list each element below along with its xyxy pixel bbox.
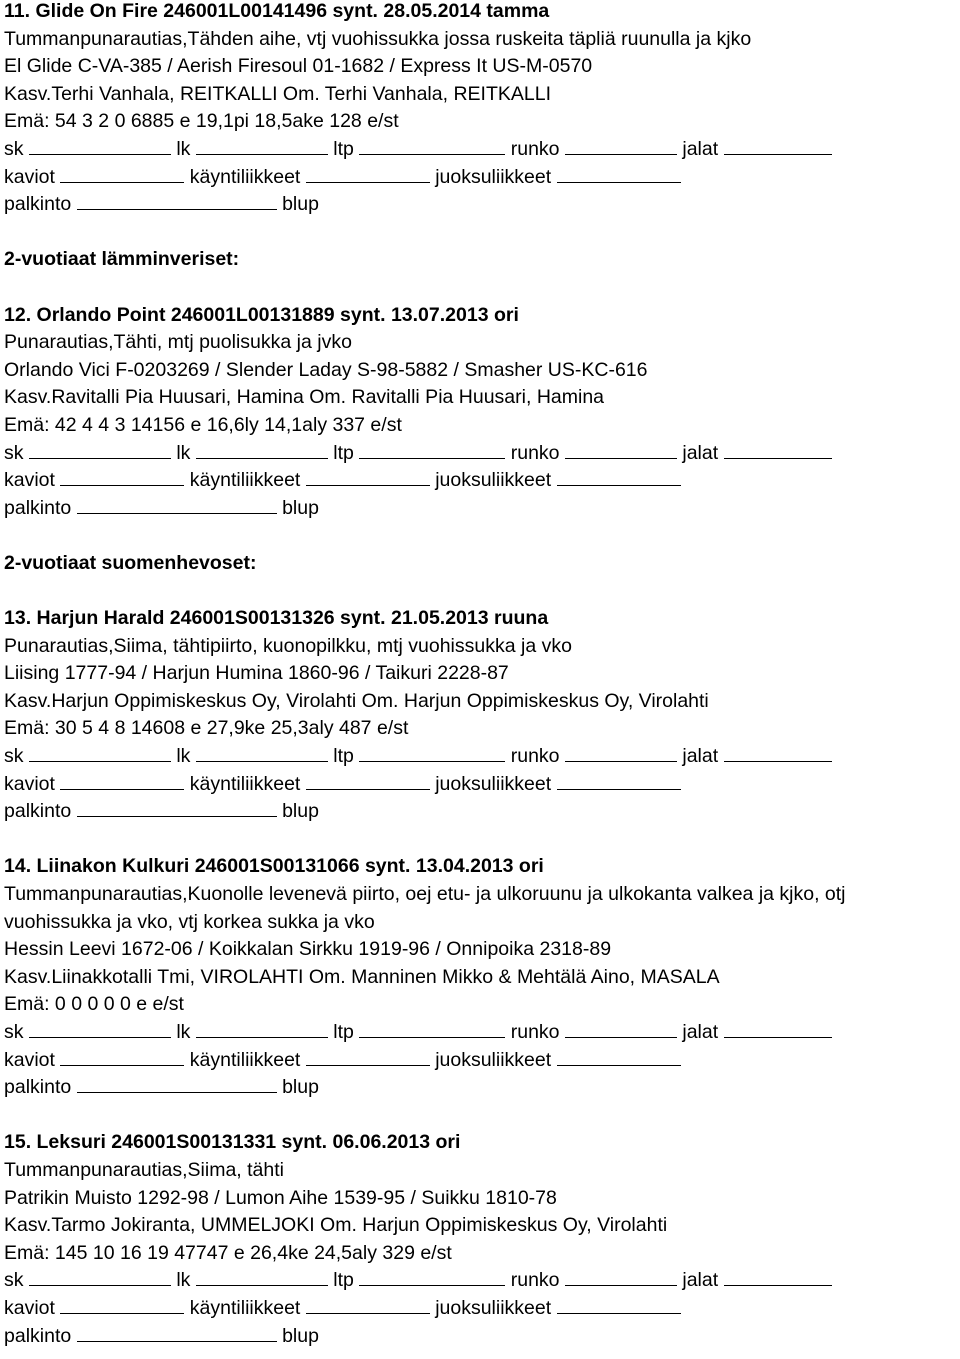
label-juoksuliikkeet: juoksuliikkeet	[435, 772, 552, 795]
label-blup: blup	[282, 193, 319, 216]
score-row-3	[4, 1323, 958, 1351]
label-runko: runko	[510, 137, 560, 160]
horse-heading: 13. Harjun Harald 246001S00131326 synt. 21.05.2013 ruuna	[4, 607, 549, 630]
blank-kayntiliikkeet	[306, 164, 430, 183]
blank-palkinto	[77, 495, 277, 514]
blank-runko	[565, 1019, 677, 1038]
label-blup: blup	[282, 496, 319, 519]
label-jalat: jalat	[682, 137, 719, 160]
blank-kaviot	[60, 164, 184, 183]
label-blup: blup	[282, 1076, 319, 1099]
blank-palkinto	[77, 1074, 277, 1093]
blank-sk	[29, 440, 171, 459]
score-row-1	[4, 1019, 958, 1047]
horse-entry	[4, 302, 958, 523]
label-sk: sk	[4, 745, 24, 768]
blank-kaviot	[60, 1295, 184, 1314]
horse-pedigree: Liising 1777-94 / Harjun Humina 1860-96 / Taikuri 2228-87	[4, 662, 509, 685]
label-ltp: ltp	[333, 1269, 354, 1292]
blank-jalat	[724, 1019, 832, 1038]
label-blup: blup	[282, 800, 319, 823]
label-jalat: jalat	[682, 441, 719, 464]
section-heading: 2-vuotiaat lämminveriset:	[4, 248, 240, 271]
blank-jalat	[724, 1267, 832, 1286]
dam-record: Emä: 145 10 16 19 47747 e 26,4ke 24,5aly 329 e/st	[4, 1241, 452, 1264]
score-row-2	[4, 771, 958, 799]
blank-palkinto	[77, 1323, 277, 1342]
blank-jalat	[724, 136, 832, 155]
blank-runko	[565, 743, 677, 762]
blank-ltp	[359, 1019, 505, 1038]
label-juoksuliikkeet: juoksuliikkeet	[435, 1296, 552, 1319]
document	[4, 0, 958, 1350]
horse-pedigree: El Glide C-VA-385 / Aerish Firesoul 01-1682 / Express It US-M-0570	[4, 55, 593, 78]
score-row-1	[4, 136, 958, 164]
label-kayntiliikkeet: käyntiliikkeet	[189, 1296, 301, 1319]
blank-ltp	[359, 136, 505, 155]
score-row-1	[4, 440, 958, 468]
horse-heading: 12. Orlando Point 246001L00131889 synt. 13.07.2013 ori	[4, 303, 519, 326]
horse-entry	[4, 0, 958, 219]
label-ltp: ltp	[333, 745, 354, 768]
horse-heading: 11. Glide On Fire 246001L00141496 synt. 28.05.2014 tamma	[4, 0, 550, 22]
score-row-1	[4, 1267, 958, 1295]
label-sk: sk	[4, 441, 24, 464]
label-juoksuliikkeet: juoksuliikkeet	[435, 1048, 552, 1071]
blank-lk	[196, 1019, 328, 1038]
blank-ltp	[359, 743, 505, 762]
horse-description: Punarautias,Tähti, mtj puolisukka ja jvko	[4, 331, 352, 354]
dam-record: Emä: 30 5 4 8 14608 e 27,9ke 25,3aly 487 e/st	[4, 717, 409, 740]
label-runko: runko	[510, 1020, 560, 1043]
label-sk: sk	[4, 1020, 24, 1043]
score-row-2	[4, 1295, 958, 1323]
label-kaviot: kaviot	[4, 469, 55, 492]
dam-record: Emä: 42 4 4 3 14156 e 16,6ly 14,1aly 337 e/st	[4, 413, 402, 436]
blank-jalat	[724, 440, 832, 459]
label-palkinto: palkinto	[4, 1324, 72, 1347]
blank-kayntiliikkeet	[306, 1295, 430, 1314]
horse-owners: Kasv.Terhi Vanhala, REITKALLI Om. Terhi Vanhala, REITKALLI	[4, 82, 551, 105]
horse-owners: Kasv.Tarmo Jokiranta, UMMELJOKI Om. Harjun Oppimiskeskus Oy, Virolahti	[4, 1214, 668, 1237]
horse-owners: Kasv.Ravitalli Pia Huusari, Hamina Om. Ravitalli Pia Huusari, Hamina	[4, 386, 605, 409]
label-kaviot: kaviot	[4, 772, 55, 795]
blank-jalat	[724, 743, 832, 762]
horse-description: Tummanpunarautias,Tähden aihe, vtj vuohissukka jossa ruskeita täpliä ruunulla ja kjko	[4, 27, 752, 50]
horse-pedigree: Patrikin Muisto 1292-98 / Lumon Aihe 1539-95 / Suikku 1810-78	[4, 1186, 557, 1209]
label-kayntiliikkeet: käyntiliikkeet	[189, 469, 301, 492]
label-kaviot: kaviot	[4, 1048, 55, 1071]
blank-palkinto	[77, 191, 277, 210]
blank-lk	[196, 1267, 328, 1286]
label-runko: runko	[510, 1269, 560, 1292]
horse-entry	[4, 1129, 958, 1350]
label-kaviot: kaviot	[4, 165, 55, 188]
horse-heading: 14. Liinakon Kulkuri 246001S00131066 synt. 13.04.2013 ori	[4, 855, 544, 878]
score-row-2	[4, 1047, 958, 1075]
label-blup: blup	[282, 1324, 319, 1347]
score-row-3	[4, 191, 958, 219]
score-row-2	[4, 164, 958, 192]
blank-runko	[565, 136, 677, 155]
horse-owners: Kasv.Liinakkotalli Tmi, VIROLAHTI Om. Manninen Mikko & Mehtälä Aino, MASALA	[4, 965, 720, 988]
blank-lk	[196, 136, 328, 155]
label-sk: sk	[4, 1269, 24, 1292]
horse-description: Punarautias,Siima, tähtipiirto, kuonopilkku, mtj vuohissukka ja vko	[4, 634, 572, 657]
blank-sk	[29, 743, 171, 762]
blank-lk	[196, 440, 328, 459]
blank-kaviot	[60, 771, 184, 790]
label-palkinto: palkinto	[4, 193, 72, 216]
label-ltp: ltp	[333, 1020, 354, 1043]
label-kayntiliikkeet: käyntiliikkeet	[189, 1048, 301, 1071]
horse-pedigree: Hessin Leevi 1672-06 / Koikkalan Sirkku 1919-96 / Onnipoika 2318-89	[4, 938, 612, 961]
score-row-3	[4, 1074, 958, 1102]
label-ltp: ltp	[333, 137, 354, 160]
label-palkinto: palkinto	[4, 800, 72, 823]
blank-runko	[565, 440, 677, 459]
label-lk: lk	[176, 441, 191, 464]
blank-runko	[565, 1267, 677, 1286]
horse-entry	[4, 605, 958, 826]
label-jalat: jalat	[682, 745, 719, 768]
blank-ltp	[359, 440, 505, 459]
horse-description: Tummanpunarautias,Siima, tähti	[4, 1158, 284, 1181]
label-kayntiliikkeet: käyntiliikkeet	[189, 772, 301, 795]
blank-kaviot	[60, 467, 184, 486]
blank-ltp	[359, 1267, 505, 1286]
label-runko: runko	[510, 745, 560, 768]
horse-owners: Kasv.Harjun Oppimiskeskus Oy, Virolahti Om. Harjun Oppimiskeskus Oy, Virolahti	[4, 689, 709, 712]
score-row-3	[4, 495, 958, 523]
score-row-3	[4, 798, 958, 826]
horse-pedigree: Orlando Vici F-0203269 / Slender Laday S-98-5882 / Smasher US-KC-616	[4, 358, 648, 381]
blank-sk	[29, 136, 171, 155]
blank-juoksuliikkeet	[557, 1047, 681, 1066]
blank-juoksuliikkeet	[557, 1295, 681, 1314]
section-heading: 2-vuotiaat suomenhevoset:	[4, 551, 257, 574]
blank-sk	[29, 1019, 171, 1038]
blank-juoksuliikkeet	[557, 164, 681, 183]
label-palkinto: palkinto	[4, 1076, 72, 1099]
label-juoksuliikkeet: juoksuliikkeet	[435, 469, 552, 492]
blank-juoksuliikkeet	[557, 467, 681, 486]
blank-palkinto	[77, 798, 277, 817]
horse-entry	[4, 853, 958, 1101]
blank-kayntiliikkeet	[306, 771, 430, 790]
dam-record: Emä: 54 3 2 0 6885 e 19,1pi 18,5ake 128 e/st	[4, 110, 399, 133]
dam-record: Emä: 0 0 0 0 0 e e/st	[4, 993, 184, 1016]
label-kaviot: kaviot	[4, 1296, 55, 1319]
label-jalat: jalat	[682, 1269, 719, 1292]
horse-description: Tummanpunarautias,Kuonolle levenevä piirto, oej etu- ja ulkoruunu ja ulkokanta valkea ja kjko, otj vuohissukka ja vko, vtj korkea sukka ja vko	[4, 883, 846, 933]
blank-kayntiliikkeet	[306, 467, 430, 486]
label-kayntiliikkeet: käyntiliikkeet	[189, 165, 301, 188]
label-lk: lk	[176, 745, 191, 768]
blank-kaviot	[60, 1047, 184, 1066]
label-lk: lk	[176, 1020, 191, 1043]
score-row-2	[4, 467, 958, 495]
blank-juoksuliikkeet	[557, 771, 681, 790]
score-row-1	[4, 743, 958, 771]
label-lk: lk	[176, 137, 191, 160]
label-juoksuliikkeet: juoksuliikkeet	[435, 165, 552, 188]
label-palkinto: palkinto	[4, 496, 72, 519]
label-sk: sk	[4, 137, 24, 160]
label-lk: lk	[176, 1269, 191, 1292]
blank-sk	[29, 1267, 171, 1286]
label-jalat: jalat	[682, 1020, 719, 1043]
blank-lk	[196, 743, 328, 762]
blank-kayntiliikkeet	[306, 1047, 430, 1066]
label-runko: runko	[510, 441, 560, 464]
horse-heading: 15. Leksuri 246001S00131331 synt. 06.06.2013 ori	[4, 1131, 461, 1154]
label-ltp: ltp	[333, 441, 354, 464]
